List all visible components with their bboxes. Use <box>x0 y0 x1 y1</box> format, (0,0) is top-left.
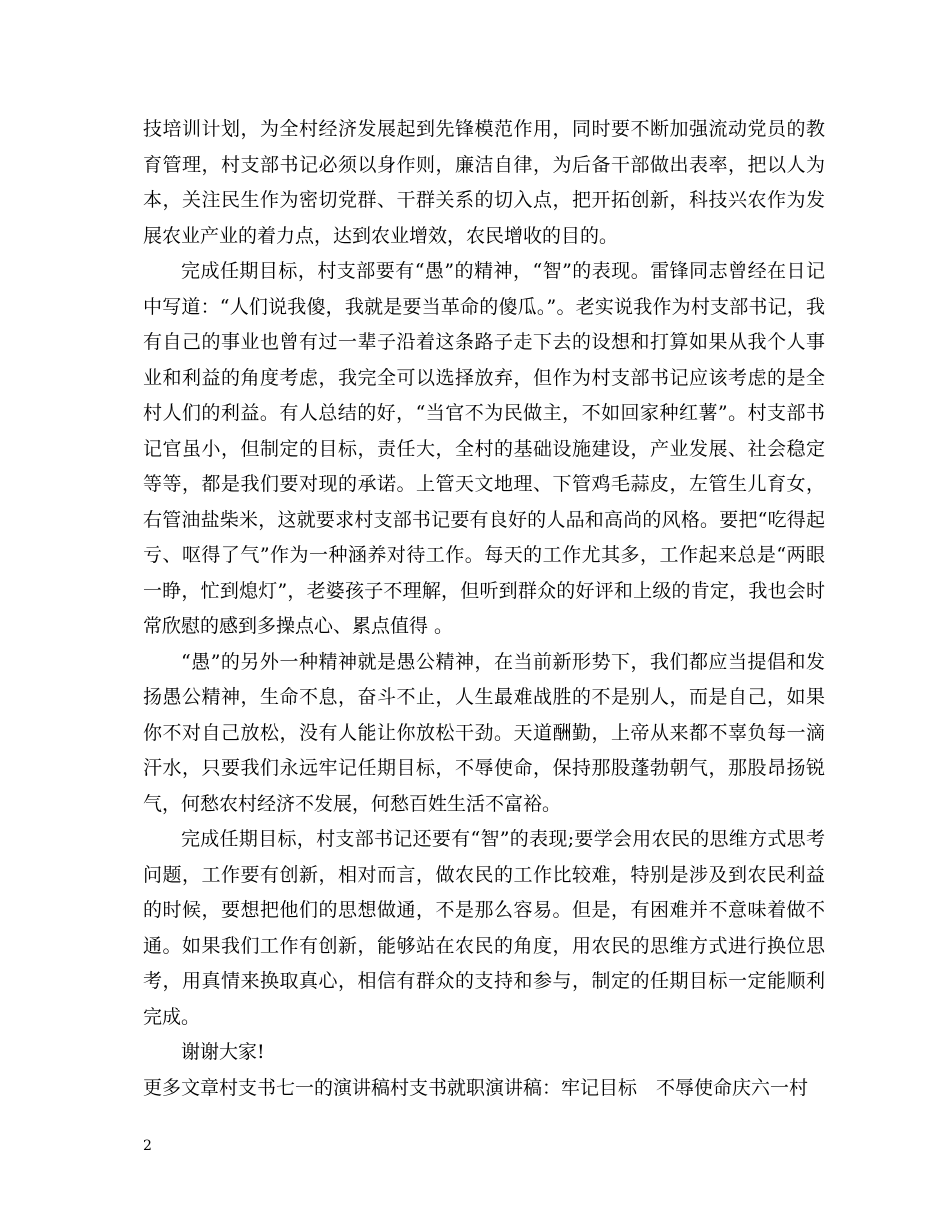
paragraph-thanks: 谢谢大家! <box>181 1041 265 1063</box>
paragraph-continuation: 技培训计划，为全村经济发展起到先锋模范作用，同时要不断加强流动党员的教育管理，村支部书记必须以身作则，廉洁自律，为后备干部做出表率，把以人为本，关注民生作为密切党群、干群关系的切入点，把开拓创新，科技兴农作为发展农业产业的着力点，达到农业增效，农民增收的目的。 <box>143 118 825 247</box>
paragraph-more-articles: 更多文章村支书七一的演讲稿村支书就职演讲稿：牢记目标 不辱使命庆六一村 <box>143 1076 809 1099</box>
paragraph-yugong-spirit: “愚”的另外一种精神就是愚公精神，在当前新形势下，我们都应当提倡和发扬愚公精神，生命不息，奋斗不止，人生最难战胜的不是别人，而是自己，如果你不对自己放松，没有人能让你放松干劲。天道酬勤，上帝从来都不辜负每一滴汗水，只要我们永远牢记任期目标，不辱使命，保持那股蓬勃朝气，那股昂扬锐气，何愁农村经济不发展，何愁百姓生活不富裕。 <box>143 650 825 815</box>
page-number: 2 <box>143 1138 152 1154</box>
paragraph-wisdom: 完成任期目标，村支部书记还要有“智”的表现;要学会用农民的思维方式思考问题，工作要有创新，相对而言，做农民的工作比较难，特别是涉及到农民利益的时候，要想把他们的思想做通，不是那么容易。但是，有困难并不意味着做不通。如果我们工作有创新，能够站在农民的角度，用农民的思维方式进行换位思考，用真情来换取真心，相信有群众的支持和参与，制定的任期目标一定能顺利完成。 <box>143 828 825 1028</box>
paragraph-spirit-of-foolishness: 完成任期目标，村支部要有“愚”的精神，“智”的表现。雷锋同志曾经在日记中写道：“人们说我傻，我就是要当革命的傻瓜。”。老实说我作为村支部书记，我有自己的事业也曾有过一辈子沿着这条路子走下去的设想和打算如果从我个人事业和利益的角度考虑，我完全可以选择放弃，但作为村支部书记应该考虑的是全村人们的利益。有人总结的好，“当官不为民做主，不如回家种红薯”。村支部书记官虽小，但制定的目标，责任大，全村的基础设施建设，产业发展、社会稳定等等，都是我们要对现的承诺。上管天文地理、下管鸡毛蒜皮，左管生儿育女，右管油盐柴米，这就要求村支部书记要有良好的人品和高尚的风格。要把“吃得起亏、呕得了气”作为一种涵养对待工作。每天的工作尤其多，工作起来总是“两眼一睁，忙到熄灯”，老婆孩子不理解，但听到群众的好评和上级的肯定，我也会时常欣慰的感到多操点心、累点值得 。 <box>143 260 825 637</box>
document-body <box>143 112 825 1106</box>
